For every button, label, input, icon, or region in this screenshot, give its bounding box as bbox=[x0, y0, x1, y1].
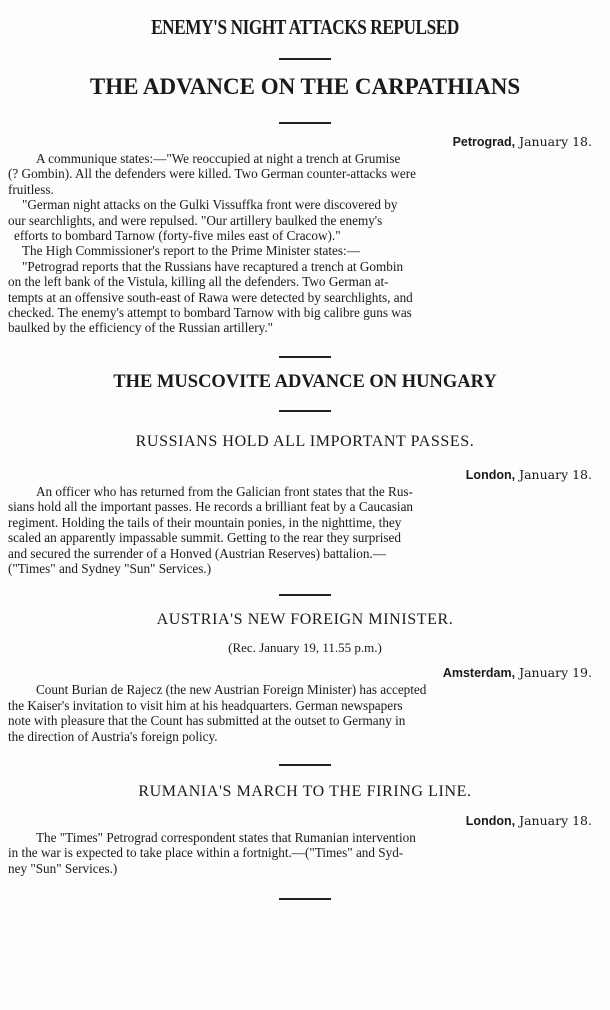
article-body bbox=[8, 484, 600, 576]
dateline-place: Amsterdam, bbox=[442, 666, 516, 681]
text-line: note with pleasure that the Count has submitted at the outset to Germany in bbox=[8, 713, 406, 729]
text-line: the direction of Austria's foreign policy. bbox=[8, 728, 218, 744]
text-line: the Kaiser's invitation to visit him at his headquarters. German newspapers bbox=[8, 697, 403, 713]
divider-rule bbox=[279, 356, 331, 358]
article-body bbox=[8, 830, 600, 876]
dateline bbox=[0, 133, 610, 151]
divider-rule bbox=[279, 122, 331, 124]
dateline-date: January 18. bbox=[519, 134, 592, 149]
text-line: Count Burian de Rajecz (the new Austrian Foreign Minister) has accepted bbox=[36, 682, 427, 698]
article-body bbox=[8, 682, 600, 744]
divider-rule bbox=[279, 58, 331, 60]
dateline-date: January 18. bbox=[519, 812, 592, 828]
text-line: efforts to bombard Tarnow (forty-five miles east of Cracow)." bbox=[14, 228, 341, 244]
divider-rule bbox=[279, 764, 331, 766]
dateline-place: London, bbox=[465, 813, 516, 828]
text-line: ("Times" and Sydney "Sun" Services.) bbox=[8, 560, 212, 576]
text-line: (? Gombin). All the defenders were killed. Two German counter-attacks were bbox=[8, 166, 416, 182]
divider-rule bbox=[279, 898, 331, 900]
text-line: The "Times" Petrograd correspondent states that Rumanian intervention bbox=[36, 829, 416, 845]
section-headline: AUSTRIA'S NEW FOREIGN MINISTER. bbox=[156, 611, 454, 629]
text-line: fruitless. bbox=[8, 181, 54, 197]
section-subheadline: RUSSIANS HOLD ALL IMPORTANT PASSES. bbox=[135, 432, 475, 450]
section-headline: RUMANIA'S MARCH TO THE FIRING LINE. bbox=[138, 782, 472, 800]
text-line: ney "Sun" Services.) bbox=[8, 860, 118, 876]
text-line: baulked by the efficiency of the Russian artillery." bbox=[8, 320, 274, 336]
dateline bbox=[0, 664, 610, 682]
dateline bbox=[0, 466, 610, 484]
dateline-date: January 19. bbox=[519, 665, 592, 681]
text-line: The High Commissioner's report to the Prime Minister states:— bbox=[22, 243, 360, 259]
main-headline: ENEMY'S NIGHT ATTACKS REPULSED bbox=[151, 15, 459, 39]
text-line: scaled an apparently impassable summit. Getting to the rear they surprised bbox=[8, 530, 401, 546]
text-line: our searchlights, and were repulsed. "Our artillery baulked the enemy's bbox=[8, 212, 383, 228]
text-line: sians hold all the important passes. He records a brilliant feat by a Caucasian bbox=[8, 499, 414, 515]
dateline-place: Petrograd, bbox=[452, 135, 516, 149]
text-line: on the left bank of the Vistula, killing all the defenders. Two German at- bbox=[8, 274, 389, 290]
text-line: in the war is expected to take place within a fortnight.—("Times" and Syd- bbox=[8, 845, 404, 861]
dateline bbox=[0, 812, 610, 830]
text-line: An officer who has returned from the Galician front states that the Rus- bbox=[36, 483, 413, 499]
text-line: tempts at an offensive south-east of Rawa were detected by searchlights, and bbox=[8, 289, 413, 305]
sub-headline: THE ADVANCE ON THE CARPATHIANS bbox=[89, 74, 521, 99]
divider-rule bbox=[279, 594, 331, 596]
text-line: "Petrograd reports that the Russians have recaptured a trench at Gombin bbox=[22, 258, 404, 274]
dateline-place: London, bbox=[465, 467, 516, 482]
text-line: and secured the surrender of a Honved (Austrian Reserves) battalion.— bbox=[8, 545, 386, 561]
received-note: (Rec. January 19, 11.55 p.m.) bbox=[228, 640, 382, 656]
article-body bbox=[8, 151, 600, 336]
section-headline: THE MUSCOVITE ADVANCE ON HUNGARY bbox=[113, 371, 497, 392]
dateline-date: January 18. bbox=[519, 466, 592, 482]
text-line: regiment. Holding the tails of their mountain ponies, in the nighttime, they bbox=[8, 514, 402, 530]
text-line: checked. The enemy's attempt to bombard Tarnow with big calibre guns was bbox=[8, 305, 412, 321]
divider-rule bbox=[279, 410, 331, 412]
text-line: "German night attacks on the Gulki Vissuffka front were discovered by bbox=[22, 197, 398, 213]
text-line: A communique states:—"We reoccupied at night a trench at Grumise bbox=[36, 151, 401, 166]
